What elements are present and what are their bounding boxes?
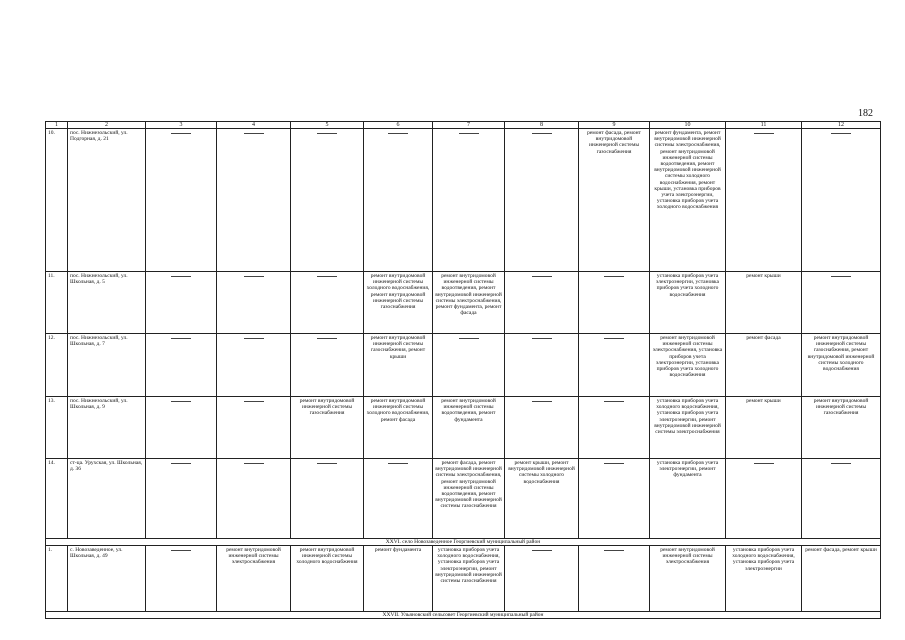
works-cell: ремонт внутридомовой инженерной системы электроснабжения, установка приборов учета электроэнергии, установка приборов учета холодного водоснабжения bbox=[650, 334, 726, 397]
dash-mark bbox=[317, 276, 337, 277]
empty-cell bbox=[146, 546, 217, 612]
section-header-row bbox=[46, 612, 881, 619]
works-cell: ремонт фасада, ремонт крыши bbox=[802, 546, 881, 612]
empty-cell bbox=[217, 272, 291, 334]
dash-mark bbox=[244, 463, 264, 464]
table-row bbox=[46, 459, 881, 539]
empty-cell bbox=[146, 129, 217, 272]
dash-mark bbox=[171, 401, 191, 402]
dash-mark bbox=[171, 338, 191, 339]
dash-mark bbox=[754, 463, 774, 464]
empty-cell bbox=[217, 397, 291, 459]
dash-mark bbox=[532, 133, 552, 134]
dash-mark bbox=[754, 133, 774, 134]
col-header: 9 bbox=[579, 122, 650, 129]
col-header: 11 bbox=[726, 122, 802, 129]
works-cell: ремонт внутридомовой инженерной системы газоснабжения bbox=[291, 397, 364, 459]
col-header: 3 bbox=[146, 122, 217, 129]
table-row bbox=[46, 546, 881, 612]
table-row bbox=[46, 397, 881, 459]
section-title: XXVI. село Новозаведенное Георгиевский муниципальный район bbox=[46, 539, 881, 546]
works-cell: ремонт внутридомовой инженерной системы газоснабжения bbox=[802, 397, 881, 459]
works-cell: ремонт внутридомовой инженерной системы электроснабжения bbox=[217, 546, 291, 612]
works-cell: установка приборов учета электроэнергии, ремонт фундамента bbox=[650, 459, 726, 539]
works-cell: ремонт внутридомовой инженерной системы газоснабжения, ремонт внутридомовой инженерной системы холодного водоснабжения bbox=[802, 334, 881, 397]
dash-mark bbox=[532, 276, 552, 277]
empty-cell bbox=[291, 459, 364, 539]
works-cell: установка приборов учета холодного водоснабжения, установка приборов учета электроэнергии, ремонт внутридомовой инженерной системы газоснабжения bbox=[433, 546, 505, 612]
dash-mark bbox=[831, 463, 851, 464]
works-cell: ремонт внутридомовой инженерной системы газоснабжения, ремонт крыши bbox=[364, 334, 433, 397]
table-row bbox=[46, 129, 881, 272]
dash-mark bbox=[604, 463, 624, 464]
col-header: 8 bbox=[505, 122, 579, 129]
dash-mark bbox=[244, 401, 264, 402]
col-header: 4 bbox=[217, 122, 291, 129]
table-row bbox=[46, 334, 881, 397]
row-number: 10. bbox=[46, 129, 68, 272]
empty-cell bbox=[364, 459, 433, 539]
row-number: 1. bbox=[46, 546, 68, 612]
works-cell: ремонт крыши bbox=[726, 272, 802, 334]
dash-mark bbox=[604, 338, 624, 339]
works-cell: ремонт внутридомовой инженерной системы холодного водоснабжения, ремонт внутридомовой инженерной системы газоснабжения bbox=[364, 272, 433, 334]
address-cell: ст-ца. Урухская, ул. Школьная, д. 36 bbox=[68, 459, 146, 539]
address-cell: с. Новозаведенное, ул. Школьная, д. 49 bbox=[68, 546, 146, 612]
works-cell: установка приборов учета холодного водоснабжения, установка приборов учета электроэнергии, ремонт внутридомовой инженерной системы электроснабжения bbox=[650, 397, 726, 459]
section-header-row bbox=[46, 539, 881, 546]
page-number: 182 bbox=[858, 108, 873, 119]
works-cell: ремонт внутридомовой инженерной системы электроснабжения bbox=[650, 546, 726, 612]
dash-mark bbox=[317, 463, 337, 464]
row-number: 14. bbox=[46, 459, 68, 539]
dash-mark bbox=[532, 550, 552, 551]
address-cell: пос. Нижнезольский, ул. Подгорная, д. 21 bbox=[68, 129, 146, 272]
empty-cell bbox=[146, 397, 217, 459]
dash-mark bbox=[388, 463, 408, 464]
dash-mark bbox=[317, 133, 337, 134]
dash-mark bbox=[244, 133, 264, 134]
dash-mark bbox=[317, 338, 337, 339]
empty-cell bbox=[146, 334, 217, 397]
empty-cell bbox=[505, 546, 579, 612]
empty-cell bbox=[505, 129, 579, 272]
dash-mark bbox=[171, 463, 191, 464]
works-cell: ремонт фасада, ремонт внутридомовой инженерной системы газоснабжения bbox=[579, 129, 650, 272]
empty-cell bbox=[291, 129, 364, 272]
table-row bbox=[46, 272, 881, 334]
empty-cell bbox=[579, 546, 650, 612]
dash-mark bbox=[388, 133, 408, 134]
dash-mark bbox=[532, 338, 552, 339]
dash-mark bbox=[604, 276, 624, 277]
col-header: 6 bbox=[364, 122, 433, 129]
address-cell: пос. Нижнезольский, ул. Школьная, д. 9 bbox=[68, 397, 146, 459]
repair-schedule-table bbox=[45, 121, 881, 619]
empty-cell bbox=[505, 397, 579, 459]
dash-mark bbox=[459, 133, 479, 134]
col-header: 2 bbox=[68, 122, 146, 129]
empty-cell bbox=[726, 459, 802, 539]
dash-mark bbox=[171, 276, 191, 277]
empty-cell bbox=[217, 334, 291, 397]
works-cell: ремонт крыши, ремонт внутридомовой инженерной системы холодного водоснабжения bbox=[505, 459, 579, 539]
empty-cell bbox=[505, 334, 579, 397]
empty-cell bbox=[579, 397, 650, 459]
works-cell: установка приборов учета электроэнергии, установка приборов учета холодного водоснабжения bbox=[650, 272, 726, 334]
dash-mark bbox=[831, 276, 851, 277]
works-cell: ремонт фасада, ремонт внутридомовой инженерной системы электроснабжения, ремонт внутридомовой инженерной системы водоотведения, ремонт внутридомовой инженерной системы газоснабжения bbox=[433, 459, 505, 539]
empty-cell bbox=[146, 459, 217, 539]
empty-cell bbox=[217, 129, 291, 272]
works-cell: ремонт фундамента, ремонт внутридомовой инженерной системы электроснабжения, ремонт внутридомовой инженерной системы водоотведения, ремонт внутридомовой инженерной системы холодного водоснабжения, ремонт крыши, установка приборов учета электроэнергии, установка приборов учета холодного водоснабжения bbox=[650, 129, 726, 272]
empty-cell bbox=[146, 272, 217, 334]
address-cell: пос. Нижнезольский, ул. Школьная, д. 7 bbox=[68, 334, 146, 397]
empty-cell bbox=[291, 334, 364, 397]
empty-cell bbox=[802, 129, 881, 272]
dash-mark bbox=[604, 401, 624, 402]
works-cell: ремонт внутридомовой инженерной системы водоотведения, ремонт внутридомовой инженерной системы электроснабжения, ремонт фундамента, ремонт фасада bbox=[433, 272, 505, 334]
column-number-row bbox=[46, 122, 881, 129]
dash-mark bbox=[831, 133, 851, 134]
col-header: 1 bbox=[46, 122, 68, 129]
works-cell: установка приборов учета холодного водоснабжения, установка приборов учета электроэнергии bbox=[726, 546, 802, 612]
empty-cell bbox=[802, 459, 881, 539]
dash-mark bbox=[244, 338, 264, 339]
empty-cell bbox=[726, 129, 802, 272]
section-title: XXVII. Ульяновский сельсовет Георгиевский муниципальный район bbox=[46, 612, 881, 619]
empty-cell bbox=[505, 272, 579, 334]
empty-cell bbox=[579, 459, 650, 539]
empty-cell bbox=[802, 272, 881, 334]
empty-cell bbox=[579, 272, 650, 334]
dash-mark bbox=[244, 276, 264, 277]
empty-cell bbox=[433, 334, 505, 397]
dash-mark bbox=[171, 133, 191, 134]
works-cell: ремонт внутридомовой инженерной системы холодного водоснабжения, ремонт фасада bbox=[364, 397, 433, 459]
dash-mark bbox=[459, 338, 479, 339]
works-cell: ремонт внутридомовой инженерной системы водоотведения, ремонт фундамента bbox=[433, 397, 505, 459]
col-header: 5 bbox=[291, 122, 364, 129]
address-cell: пос. Нижнезольский, ул. Школьная, д. 5 bbox=[68, 272, 146, 334]
empty-cell bbox=[291, 272, 364, 334]
empty-cell bbox=[579, 334, 650, 397]
col-header: 7 bbox=[433, 122, 505, 129]
dash-mark bbox=[604, 550, 624, 551]
empty-cell bbox=[433, 129, 505, 272]
works-cell: ремонт крыши bbox=[726, 397, 802, 459]
works-cell: ремонт внутридомовой инженерной системы холодного водоснабжения bbox=[291, 546, 364, 612]
empty-cell bbox=[364, 129, 433, 272]
col-header: 10 bbox=[650, 122, 726, 129]
row-number: 12. bbox=[46, 334, 68, 397]
dash-mark bbox=[532, 401, 552, 402]
row-number: 13. bbox=[46, 397, 68, 459]
works-cell: ремонт фундамента bbox=[364, 546, 433, 612]
row-number: 11. bbox=[46, 272, 68, 334]
works-cell: ремонт фасада bbox=[726, 334, 802, 397]
dash-mark bbox=[171, 550, 191, 551]
empty-cell bbox=[217, 459, 291, 539]
col-header: 12 bbox=[802, 122, 881, 129]
